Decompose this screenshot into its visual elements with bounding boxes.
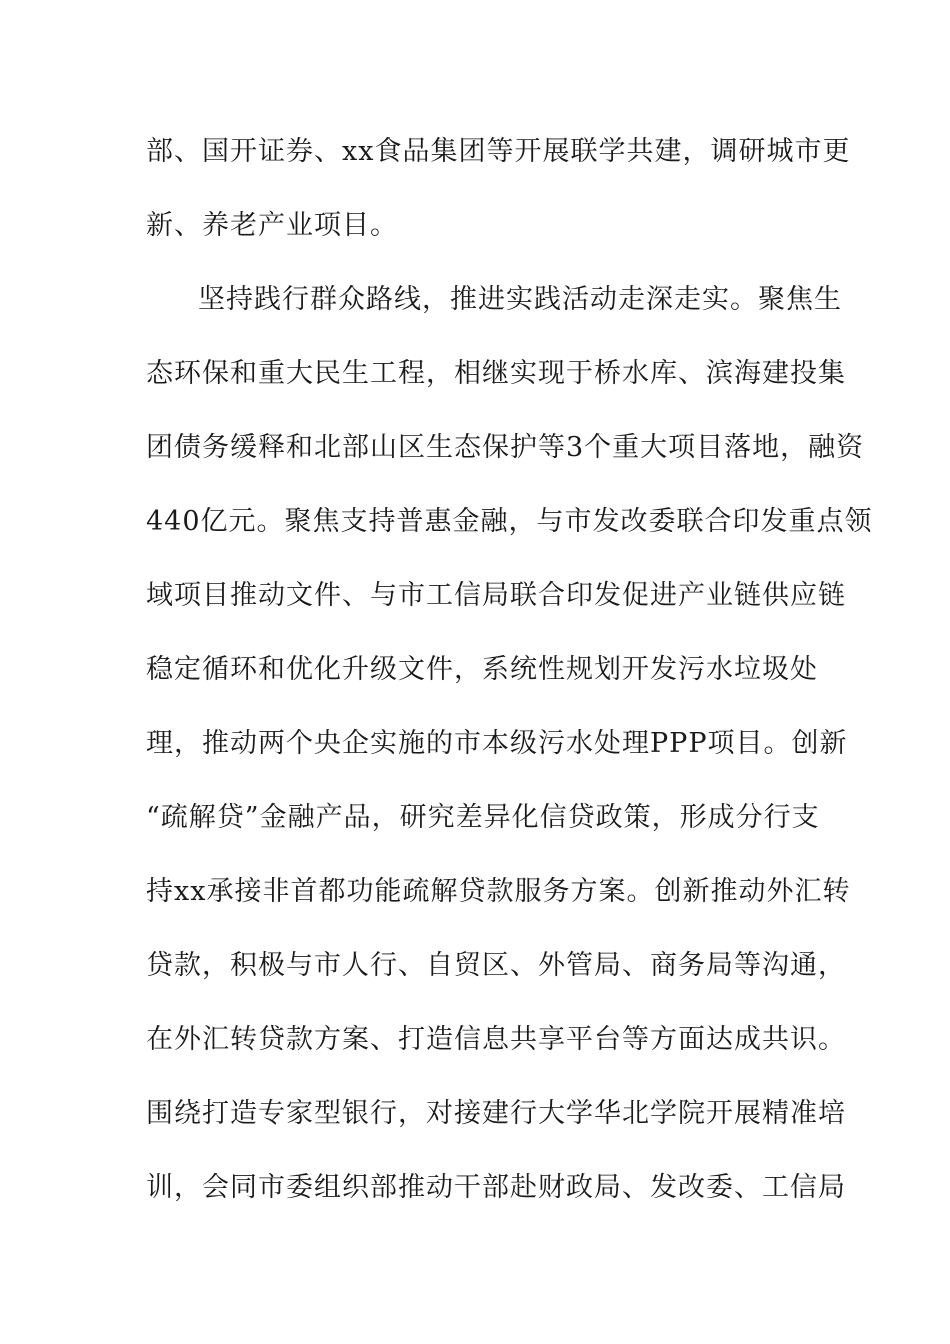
text-line: 在外汇转贷款方案、打造信息共享平台等方面达成共识。 [146, 1024, 846, 1055]
text-line: 训，会同市委组织部推动干部赴财政局、发改委、工信局 [146, 1172, 846, 1203]
text-line: 态环保和重大民生工程，相继实现于桥水库、滨海建投集 [146, 358, 846, 389]
paragraph-first-line: 坚持践行群众路线，推进实践活动走深走实。聚焦生 [198, 284, 842, 315]
text-line: 围绕打造专家型银行，对接建行大学华北学院开展精准培 [146, 1098, 846, 1129]
text-line: 440亿元。聚焦支持普惠金融，与市发改委联合印发重点领 [146, 506, 873, 537]
text-line: 部、国开证券、xx食品集团等开展联学共建，调研城市更 [146, 136, 851, 167]
text-line: 贷款，积极与市人行、自贸区、外管局、商务局等沟通， [146, 950, 846, 981]
text-line: 域项目推动文件、与市工信局联合印发促进产业链供应链 [146, 580, 846, 611]
text-line: 稳定循环和优化升级文件，系统性规划开发污水垃圾处 [146, 654, 818, 685]
text-line: 持xx承接非首都功能疏解贷款服务方案。创新推动外汇转 [146, 876, 851, 907]
text-line: 理，推动两个央企实施的市本级污水处理PPP项目。创新 [146, 728, 848, 759]
text-line: 团债务缓释和北部山区生态保护等3个重大项目落地，融资 [146, 432, 865, 463]
text-line: “疏解贷”金融产品，研究差异化信贷政策，形成分行支 [146, 802, 820, 833]
text-line: 新、养老产业项目。 [146, 210, 398, 241]
